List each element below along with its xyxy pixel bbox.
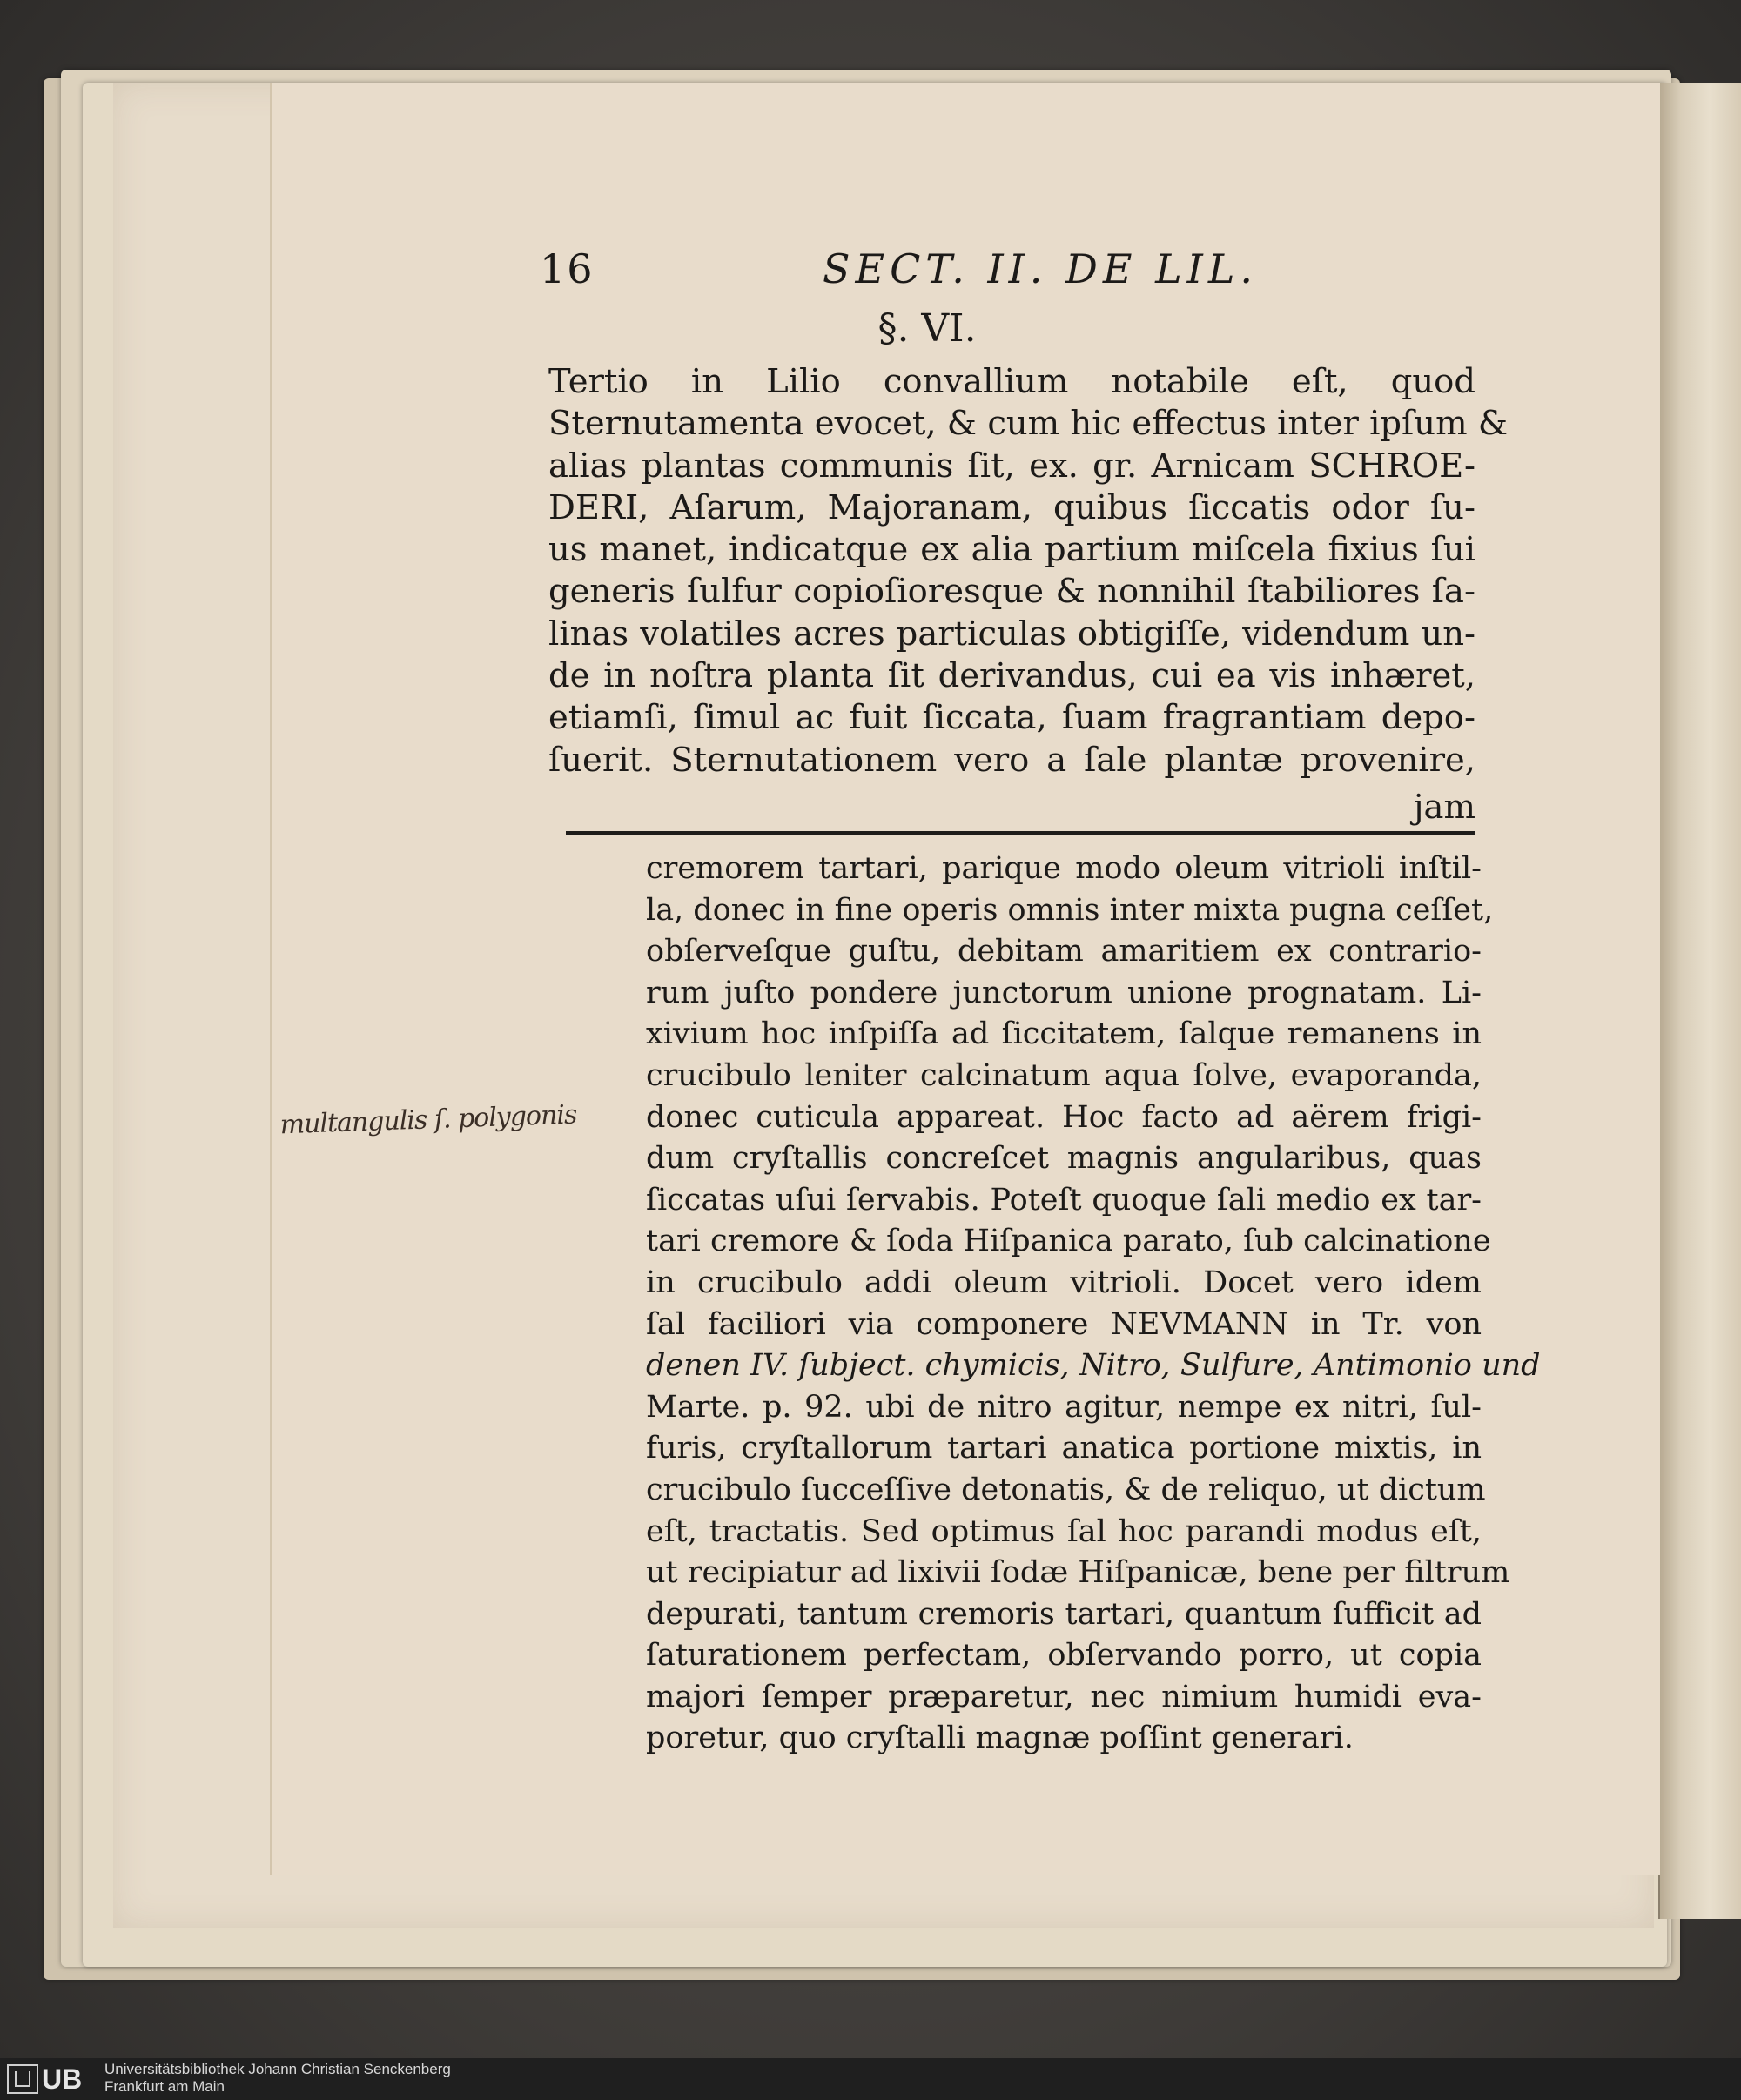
paragraph-line: generis ſulfur copioſioresque & nonnihil ſtabiliores ſa- bbox=[548, 572, 1475, 612]
note-line: ſiccatas uſui ſervabis. Poteſt quoque ſali medio ex tar- bbox=[646, 1182, 1482, 1218]
note-line: poretur, quo cryſtalli magnæ poſſint generari. bbox=[646, 1721, 1354, 1756]
catchword: jam bbox=[1413, 788, 1475, 827]
paragraph-line: ſuerit. Sternutationem vero a ſale plantæ provenire, bbox=[548, 740, 1475, 780]
paragraph-line: de in noſtra planta ſit derivandus, cui ea vis inhæret, bbox=[548, 656, 1475, 696]
note-line: obſerveſque guſtu, debitam amaritiem ex contrario- bbox=[646, 934, 1482, 969]
note-line: eſt, tractatis. Sed optimus ſal hoc parandi modus eſt, bbox=[646, 1513, 1482, 1549]
note-line: tari cremore & ſoda Hiſpanica parato, ſub calcinatione bbox=[646, 1224, 1491, 1259]
section-heading: §. VI. bbox=[877, 306, 977, 351]
note-line: in crucibulo addi oleum vitrioli. Docet vero idem bbox=[646, 1265, 1482, 1300]
note-line: crucibulo leniter calcinatum aqua ſolve, evaporanda, bbox=[646, 1057, 1482, 1093]
note-line: donec cuticula appareat. Hoc facto ad aërem frigi- bbox=[646, 1099, 1482, 1135]
note-line: ſaturationem perfectam, obſervando porro, ut copia bbox=[646, 1638, 1482, 1674]
facing-page-edge bbox=[1658, 83, 1741, 1919]
note-line: dum cryſtallis concreſcet magnis angularibus, quas bbox=[646, 1141, 1482, 1177]
library-logo-text: UB bbox=[42, 2063, 83, 2095]
note-line: majori ſemper præparetur, nec nimium humidi eva- bbox=[646, 1679, 1482, 1714]
footnote-block bbox=[646, 849, 1541, 1760]
running-title: SECT. II. DE LIL. bbox=[823, 245, 1259, 292]
paragraph-line: linas volatiles acres particulas obtigiſſe, videndum un- bbox=[548, 614, 1475, 654]
note-line: xivium hoc inſpiſſa ad ſiccitatem, ſalque remanens in bbox=[646, 1016, 1482, 1052]
paragraph-line: us manet, indicatque ex alia partium miſcela fixius ſui bbox=[548, 530, 1475, 570]
note-line: la, donec in fine operis omnis inter mixta pugna ceſſet, bbox=[646, 892, 1494, 928]
library-footer-bar bbox=[0, 2058, 1741, 2100]
library-logo bbox=[7, 2063, 94, 2095]
note-line: furis, cryſtallorum tartari anatica portione mixtis, in bbox=[646, 1431, 1482, 1466]
note-line: ſal faciliori via componere NEVMANN in Tr. von bbox=[646, 1306, 1482, 1342]
note-line: cremorem tartari, parique modo oleum vitrioli inſtil- bbox=[646, 851, 1482, 886]
note-line: ut recipiatur ad lixivii ſodæ Hiſpanicæ, bene per filtrum bbox=[646, 1555, 1510, 1591]
library-name bbox=[104, 2061, 451, 2096]
page-number: 16 bbox=[540, 245, 595, 292]
library-logo-icon bbox=[7, 2064, 38, 2094]
footnote-rule bbox=[566, 831, 1475, 835]
running-header bbox=[540, 245, 1323, 298]
library-name-line2: Frankfurt am Main bbox=[104, 2078, 225, 2095]
paragraph-line: alias plantas communis ſit, ex. gr. Arnicam SCHROE- bbox=[548, 446, 1475, 486]
note-line: depurati, tantum cremoris tartari, quantum ſufficit ad bbox=[646, 1596, 1482, 1632]
library-name-line1: Universitätsbibliothek Johann Christian Senckenberg bbox=[104, 2061, 451, 2077]
main-paragraph bbox=[548, 361, 1509, 782]
note-line: rum juſto pondere junctorum unione prognatam. Li- bbox=[646, 975, 1482, 1010]
paragraph-line: Sternutamenta evocet, & cum hic effectus inter ipſum & bbox=[548, 404, 1509, 444]
note-line: denen IV. ſubject. chymicis, Nitro, Sulfure, Antimonio und bbox=[646, 1348, 1541, 1384]
note-line: crucibulo ſucceſſive detonatis, & de reliquo, ut dictum bbox=[646, 1472, 1486, 1507]
handwritten-marginal-note: multangulis ſ. polygonis bbox=[279, 1099, 577, 1141]
paragraph-line: DERI, Aſarum, Majoranam, quibus ſiccatis odor ſu- bbox=[548, 487, 1475, 527]
paragraph-line: etiamſi, ſimul ac fuit ſiccata, ſuam fragrantiam depo- bbox=[548, 698, 1475, 738]
paragraph-line: Tertio in Lilio convallium notabile eſt, quod bbox=[548, 362, 1475, 401]
note-line: Marte. p. 92. ubi de nitro agitur, nempe ex nitri, ſul- bbox=[646, 1389, 1482, 1425]
